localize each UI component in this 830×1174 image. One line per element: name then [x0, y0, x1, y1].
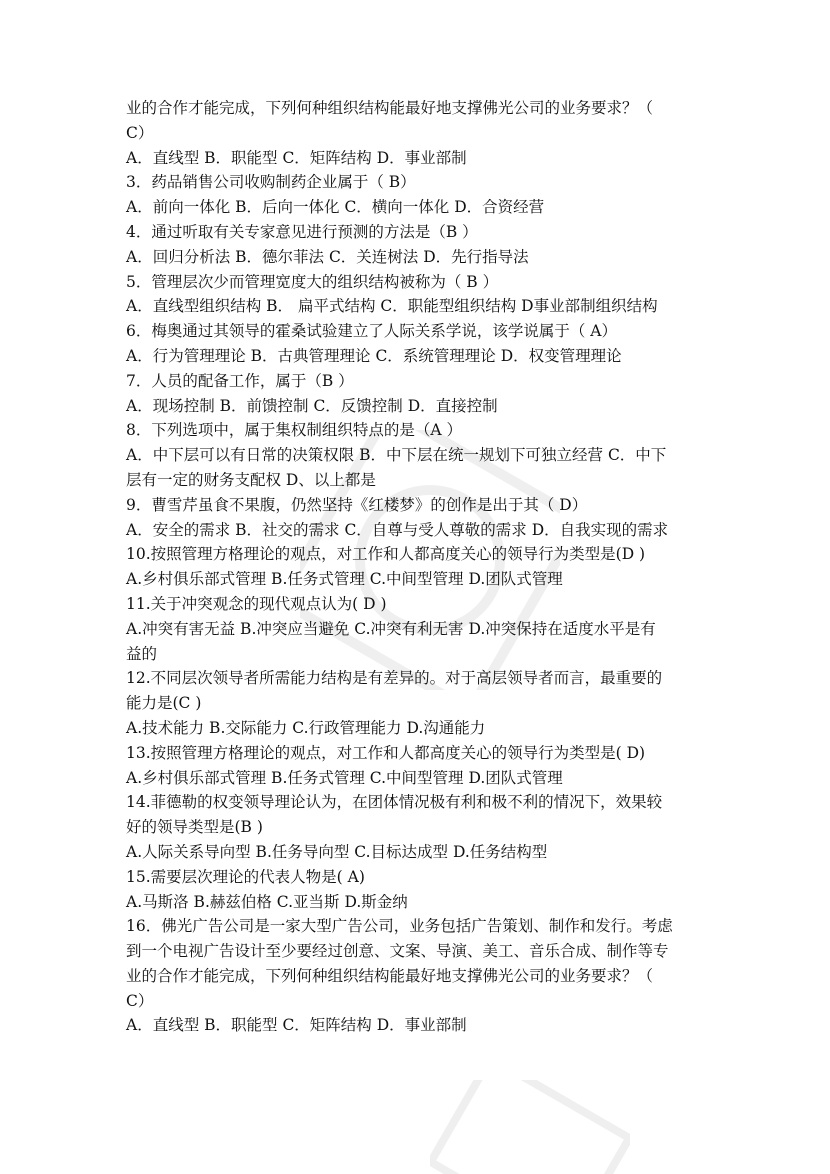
text-line: A．前向一体化 B．后向一体化 C．横向一体化 D．合资经营	[126, 198, 545, 217]
text-line: A．中下层可以有日常的决策权限 B．中下层在统一规划下可独立经营 C．中下	[126, 446, 667, 465]
text-line: 业的合作才能完成，下列何种组织结构能最好地支撑佛光公司的业务要求？（	[126, 99, 654, 117]
text-line: A．现场控制 B．前馈控制 C．反馈控制 D．直接控制	[126, 396, 498, 415]
text-line: 12.不同层次领导者所需能力结构是有差异的。对于高层领导者而言，最重要的	[126, 669, 663, 688]
text-line: 15.需要层次理论的代表人物是( A)	[126, 867, 365, 886]
text-line: 5．管理层次少而管理宽度大的组织结构被称为（ B ）	[126, 272, 499, 291]
text-line: 4．通过听取有关专家意见进行预测的方法是（B ）	[126, 222, 478, 241]
text-line: 13.按照管理方格理论的观点，对工作和人都高度关心的领导行为类型是( D)	[126, 743, 646, 762]
text-line: A．安全的需求 B．社交的需求 C．自尊与受人尊敬的需求 D．自我实现的需求	[126, 520, 669, 539]
text-line: 到一个电视广告设计至少要经过创意、文案、导演、美工、音乐合成、制作等专	[126, 942, 669, 961]
text-line: A.乡村俱乐部式管理 B.任务式管理 C.中间型管理 D.团队式管理	[126, 768, 563, 787]
text-line: 能力是(C )	[126, 694, 202, 713]
text-line: A.乡村俱乐部式管理 B.任务式管理 C.中间型管理 D.团队式管理	[126, 570, 563, 589]
text-line: 好的领导类型是(B )	[126, 818, 263, 837]
text-line: 9．曹雪芹虽食不果腹，仍然坚持《红楼梦》的创作是出于其（ D）	[126, 495, 588, 514]
text-line: 6．梅奥通过其领导的霍桑试验建立了人际关系学说，该学说属于（ A）	[126, 322, 617, 341]
document-body	[126, 96, 710, 1038]
watermark-icon	[430, 1080, 630, 1174]
text-line: 益的	[126, 644, 158, 663]
text-line: A.人际关系导向型 B.任务导向型 C.目标达成型 D.任务结构型	[126, 842, 548, 861]
text-line: A．直线型 B．职能型 C．矩阵结构 D．事业部制	[126, 1016, 467, 1035]
text-line: A．行为管理理论 B．古典管理理论 C．系统管理理论 D．权变管理理论	[126, 346, 622, 365]
text-line: 层有一定的财务支配权 D、以上都是	[126, 470, 376, 489]
text-line: 14.菲德勒的权变领导理论认为，在团体情况极有利和极不利的情况下，效果较	[126, 793, 663, 812]
text-line: 16．佛光广告公司是一家大型广告公司，业务包括广告策划、制作和发行。考虑	[126, 917, 673, 936]
text-line: A．直线型 B．职能型 C．矩阵结构 D．事业部制	[126, 148, 467, 167]
text-line: 10.按照管理方格理论的观点，对工作和人都高度关心的领导行为类型是(D )	[126, 545, 646, 564]
text-line: A.冲突有害无益 B.冲突应当避免 C.冲突有利无害 D.冲突保持在适度水平是有	[126, 619, 656, 638]
text-line: 8．下列选项中，属于集权制组织特点的是（A ）	[126, 421, 462, 440]
text-line: A．直线型组织结构 B． 扁平式结构 C．职能型组织结构 D事业部制组织结构	[126, 297, 658, 316]
text-line: A.马斯洛 B.赫兹伯格 C.亚当斯 D.斯金纳	[126, 892, 408, 911]
text-line: A．回归分析法 B．德尔菲法 C．关连树法 D．先行指导法	[126, 247, 529, 266]
text-line: C）	[126, 991, 154, 1010]
text-line: 11.关于冲突观念的现代观点认为( D )	[126, 594, 387, 613]
text-line: C）	[126, 123, 154, 142]
text-line: 7．人员的配备工作，属于（B ）	[126, 371, 354, 390]
text-line: 3．药品销售公司收购制药企业属于（ B）	[126, 173, 416, 192]
text-line: 业的合作才能完成，下列何种组织结构能最好地支撑佛光公司的业务要求？（	[126, 966, 654, 985]
text-line: A.技术能力 B.交际能力 C.行政管理能力 D.沟通能力	[126, 718, 486, 737]
